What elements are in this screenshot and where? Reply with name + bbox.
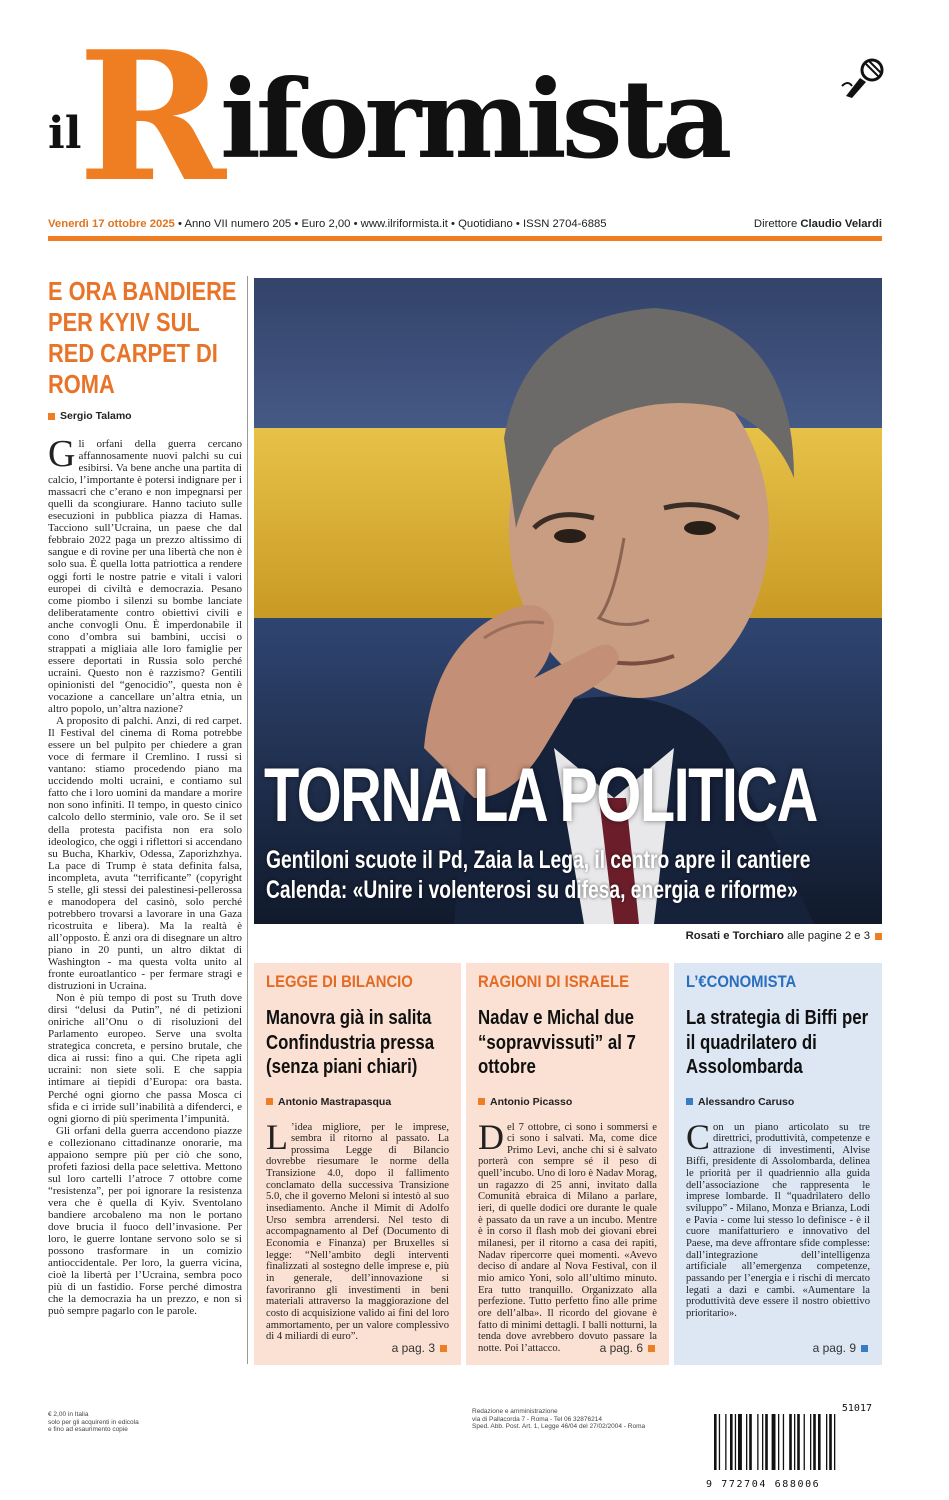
- lead-subhead-line-1: Gentiloni scuote il Pd, Zaia la Lega, il centro apre il cantiere: [266, 846, 811, 874]
- column-divider: [247, 276, 248, 1364]
- bullet-square-icon: [875, 933, 882, 940]
- lead-headline[interactable]: TORNA LA POLITICA: [264, 753, 817, 838]
- lead-subhead: [266, 845, 811, 905]
- lead-credit-names: Rosati e Torchiaro: [685, 930, 784, 942]
- box-body: [266, 1116, 449, 1343]
- box-body: [686, 1116, 870, 1320]
- box-body-text: el 7 ottobre, ci sono i sommersi e ci sono i salvati. Ma, come dice Primo Levi, anche chi si è salvato porterà con sempre sé il peso di quell’incubo. Uno di loro è Nadav Morag, un ragazzo di 25 anni, invitato dalla Comunità ebraica di Milano a parlare, ieri, di quelle dodici ore durante le quale è passato da un rave a un incubo. Mentre è in corso il flash mob dei giovani ebrei milanesi, per il ritorno a casa dei rapiti, Nadav ripercorre quei momenti. «Avevo deciso di andare al Nova Festival, con il mio amico Yoni, solo all’ultimo minuto. Era tutto tranquillo. Organizzato alla perfezione. Tutto perfetto fino alle prime ore dell’alba». Il ricordo del giovane è fatto di minimi dettagli. I balli notturni, la tenda dove avrebbero dovuto passare la notte. Poi l’attacco.: [478, 1121, 657, 1354]
- box-byline: [266, 1096, 449, 1108]
- footer-line: e fino ad esaurimento copie: [48, 1426, 128, 1433]
- box-economista: [674, 963, 882, 1365]
- bullet-square-icon: [648, 1345, 655, 1352]
- bullet-square-icon: [266, 1098, 273, 1105]
- box-page-ref[interactable]: [392, 1341, 447, 1355]
- barcode: [706, 1403, 882, 1490]
- box-body-text: on un piano articolato su tre direttrici, produttività, competenze e attrazione di investimenti, Alvise Biffi, presidente di Assolombarda, delinea le priorità per il quadriennio alla guida dell’associazione che rappresenta le imprese lombarde. Il “quadrilatero dello sviluppo” - Milano, Monza e Brianza, Lodi e Pavia - come lui stesso lo definisce - è il cuore manifatturiero e innovativo del Paese, ma deve affrontare sfide complesse: dall’integrazione dell’intelligenza artificiale all’emergenza competenze, passando per l’energia e i rischi di mercato legati a dazi e cambi. «Aumentare la produttività deve essere il nostro obiettivo prioritario».: [686, 1121, 870, 1319]
- barcode-bars-icon: [706, 1414, 882, 1480]
- bullet-square-icon: [48, 413, 55, 420]
- box-author: Alessandro Caruso: [698, 1095, 795, 1108]
- paragraph: Gli orfani della guerra accendono piazze e collezionano cittadinanze onorarie, ma appaiono sempre più per ciò che sono, profeti faziosi della pace selettiva. Mettono sul loro cartelli l’atroce 7 ottobre come “resistenza”, per poi ignorare la resistenza vera che è quella di Kyiv. Sventolano bandiere arcobaleno ma non le portano dove brucia il fuoco dell’invasione. Per loro, le guerre lontane servono solo se si possono trasformare in un comizio antioccidentale. Per loro, la guerra vicina, cioè la libertà per l’Ucraina, sembra poco più di un fastidio. Forse perché dimostra che la democrazia ha un prezzo, e non si può sempre pagarlo con le parole.: [48, 1124, 242, 1318]
- footer-price-note: [48, 1411, 139, 1434]
- bullet-square-icon: [478, 1098, 485, 1105]
- box-author: Antonio Mastrapasqua: [278, 1095, 392, 1108]
- lead-credit[interactable]: [686, 930, 882, 942]
- microphone-icon: [840, 56, 888, 100]
- paragraph: Non è più tempo di post su Truth dove dirsi “delusi da Putin”, né di petizioni oniriche all’Onu o di risoluzioni del Parlamento europeo. Serve una svolta strategica concreta, e persino brutale, che dica ai russi: fino a qui. Che ripeta agli ucraini: non siete soli. E che sappia intimare ai tiepidi d’Europa: ora basta. Perché ogni giorno che passa Mosca ci sfida e ci irride sull’inabilità a difenderci, e ogni giorno di più sperimenta l’impunità.: [48, 992, 242, 1125]
- left-article-byline: [48, 410, 242, 422]
- dateline-info: [48, 218, 607, 230]
- box-author: Antonio Picasso: [490, 1095, 573, 1108]
- issue-info: • Anno VII numero 205 • Euro 2,00 • www.ilriformista.it • Quotidiano • ISSN 2704-6885: [174, 218, 607, 230]
- left-article-body: [48, 433, 242, 1318]
- footer-line: Sped. Abb. Post. Art. 1, Legge 46/04 del 27/02/2004 - Roma: [472, 1423, 646, 1430]
- logo-r: R: [78, 12, 222, 221]
- footer-line: Redazione e amministrazione: [472, 1408, 558, 1415]
- box-title[interactable]: La strategia di Biffi per il quadrilatero di Assolombarda: [686, 1006, 869, 1078]
- left-article: [48, 276, 242, 1317]
- barcode-addon: 51017: [841, 1403, 872, 1414]
- logo-il: il: [48, 108, 82, 159]
- footer-line: solo per gli acquirenti in edicola: [48, 1418, 139, 1426]
- box-page-label: a pag. 3: [391, 1341, 435, 1355]
- box-title[interactable]: Nadav e Michal due “sopravvissuti” al 7 ottobre: [478, 1006, 636, 1078]
- box-body-text: ’idea migliore, per le imprese, sembra il ritorno al passato. La prossima Legge di Bilancio dovrebbe riesumare le norme della Transizione 4.0, dopo il fallimento conclamato della successiva Transizione 5.0, che il governo Meloni si intestò al suo insediamento. Anche il Mimit di Adolfo Urso sembra arrendersi. Nel testo di accompagnamento al Def (Documento di Economia e Finanza) per Bruxelles si legge: “Nell’ambito degli interventi finalizzati al sostegno delle imprese e, più in generale, dell’innovazione si favoriranno gli investimenti in beni materiali attraverso la maggiorazione del costo di acquisizione valido ai fini del loro ammortamento, per un valore complessivo di 4 miliardi di euro”.: [266, 1121, 449, 1343]
- dropcap: D: [478, 1116, 504, 1157]
- masthead-rule: [48, 236, 882, 241]
- box-kicker: LEGGE DI BILANCIO: [266, 973, 413, 991]
- dropcap: C: [686, 1116, 711, 1157]
- box-page-label: a pag. 6: [599, 1341, 643, 1355]
- paragraph: li orfani della guerra cercano affannosamente nuovi palchi su cui esibirsi. Va bene anche una partita di calcio, l’importante è potersi indignare per i massacri che c’erano e non impegnarsi per quelli da scongiurare. Hanno taciuto sulle esecuzioni in pubblica piazza di Hamas. Tacciono sull’Ucraina, un paese che dal febbraio 2022 paga un prezzo altissimo di sangue e di rovine per una libertà che non è solo sua. È quella lotta patriottica a rendere oggi forti le nostre patrie e vitali i valori europei di civiltà e democrazia. Pesano come piombo i silenzi su bombe lanciate deliberatamente contro obiettivi civili e anche convogli Onu. È imperdonabile il cono d’ombra sui bambini, uccisi o strappati a migliaia alle loro famiglie per essere deportati in Russia solo perché ucraini. Questo non è razzismo? Gentili opinionisti del “genocidio”, questa non è vocazione a cancellare un’altra etnia, un altro popolo, un’altra nazione?: [48, 438, 242, 716]
- box-page-ref[interactable]: [813, 1341, 868, 1355]
- dropcap: G: [48, 433, 76, 475]
- left-article-author: Sergio Talamo: [60, 410, 132, 422]
- bullet-square-icon: [686, 1098, 693, 1105]
- box-legge-di-bilancio: [254, 963, 461, 1365]
- director: [754, 218, 882, 230]
- bullet-square-icon: [861, 1345, 868, 1352]
- left-article-title[interactable]: E ORA BANDIERE PER KYIV SUL RED CARPET DI ROMA: [48, 276, 237, 399]
- box-byline: [478, 1096, 657, 1108]
- logo-wordmark: iformista: [220, 57, 728, 183]
- box-kicker: RAGIONI DI ISRAELE: [478, 973, 629, 991]
- dateline: [48, 218, 882, 230]
- box-page-label: a pag. 9: [812, 1341, 856, 1355]
- dropcap: L: [266, 1116, 288, 1157]
- box-title[interactable]: Manovra già in salita Confindustria pressa (senza piani chiari): [266, 1006, 435, 1078]
- lead-credit-pages: alle pagine 2 e 3: [783, 930, 870, 942]
- box-byline: [686, 1096, 870, 1108]
- footer-line: via di Pallacorda 7 - Roma - Tel 06 32876214: [472, 1415, 602, 1423]
- bullet-square-icon: [440, 1345, 447, 1352]
- box-page-ref[interactable]: [600, 1341, 655, 1355]
- issue-date: Venerdì 17 ottobre 2025: [48, 218, 175, 230]
- box-body: [478, 1116, 657, 1355]
- footer-line: € 2,00 in Italia: [48, 1411, 89, 1418]
- paragraph: A proposito di palchi. Anzi, di red carpet. Il Festival del cinema di Roma potrebbe essere un bel pulpito per chiedere a gran voce di fermare il Cremlino. I russi si vantano: stiamo procedendo piano ma uccidendo molti ucraini, e contiamo sul fatto che i loro uomini da mandare a morire non sono infiniti. Il tempo, in questo cinico calcolo dello sterminio, vale oro. Se il set della protesta pacifista non era solo ideologico, che oggi i riflettori si accendano su Bucha, Kharkiv, Odessa, Zaporizhzhya. La pace di Trump è stata definita falsa, incompleta, avuta “terrificante” (copyright 5 stelle, gli stessi dei palestinesi-pellerossa e manodopera del casinò, solo perché potrebbero trovarsi a lavorare in una Gaza ricostruita e libera). Ma la realtà è all’opposto. È anzi ora di disegnare un altro piano in 20 punti, un altro diktat di Washington - ma questa volta unito al fronte euroatlantico - per fermare stragi e distruzioni in Ucraina.: [48, 715, 242, 993]
- director-name: Claudio Velardi: [800, 218, 882, 230]
- lead-subhead-line-2: Calenda: «Unire i volenterosi su difesa, energia e riforme»: [266, 876, 798, 904]
- masthead-logo[interactable]: [48, 12, 888, 221]
- director-label: Direttore: [753, 218, 801, 230]
- barcode-number: 9 772704 688006: [706, 1479, 821, 1490]
- box-kicker: L’€CONOMISTA: [686, 973, 797, 991]
- footer-editorial-info: [472, 1408, 645, 1431]
- box-ragioni-di-israele: [466, 963, 669, 1365]
